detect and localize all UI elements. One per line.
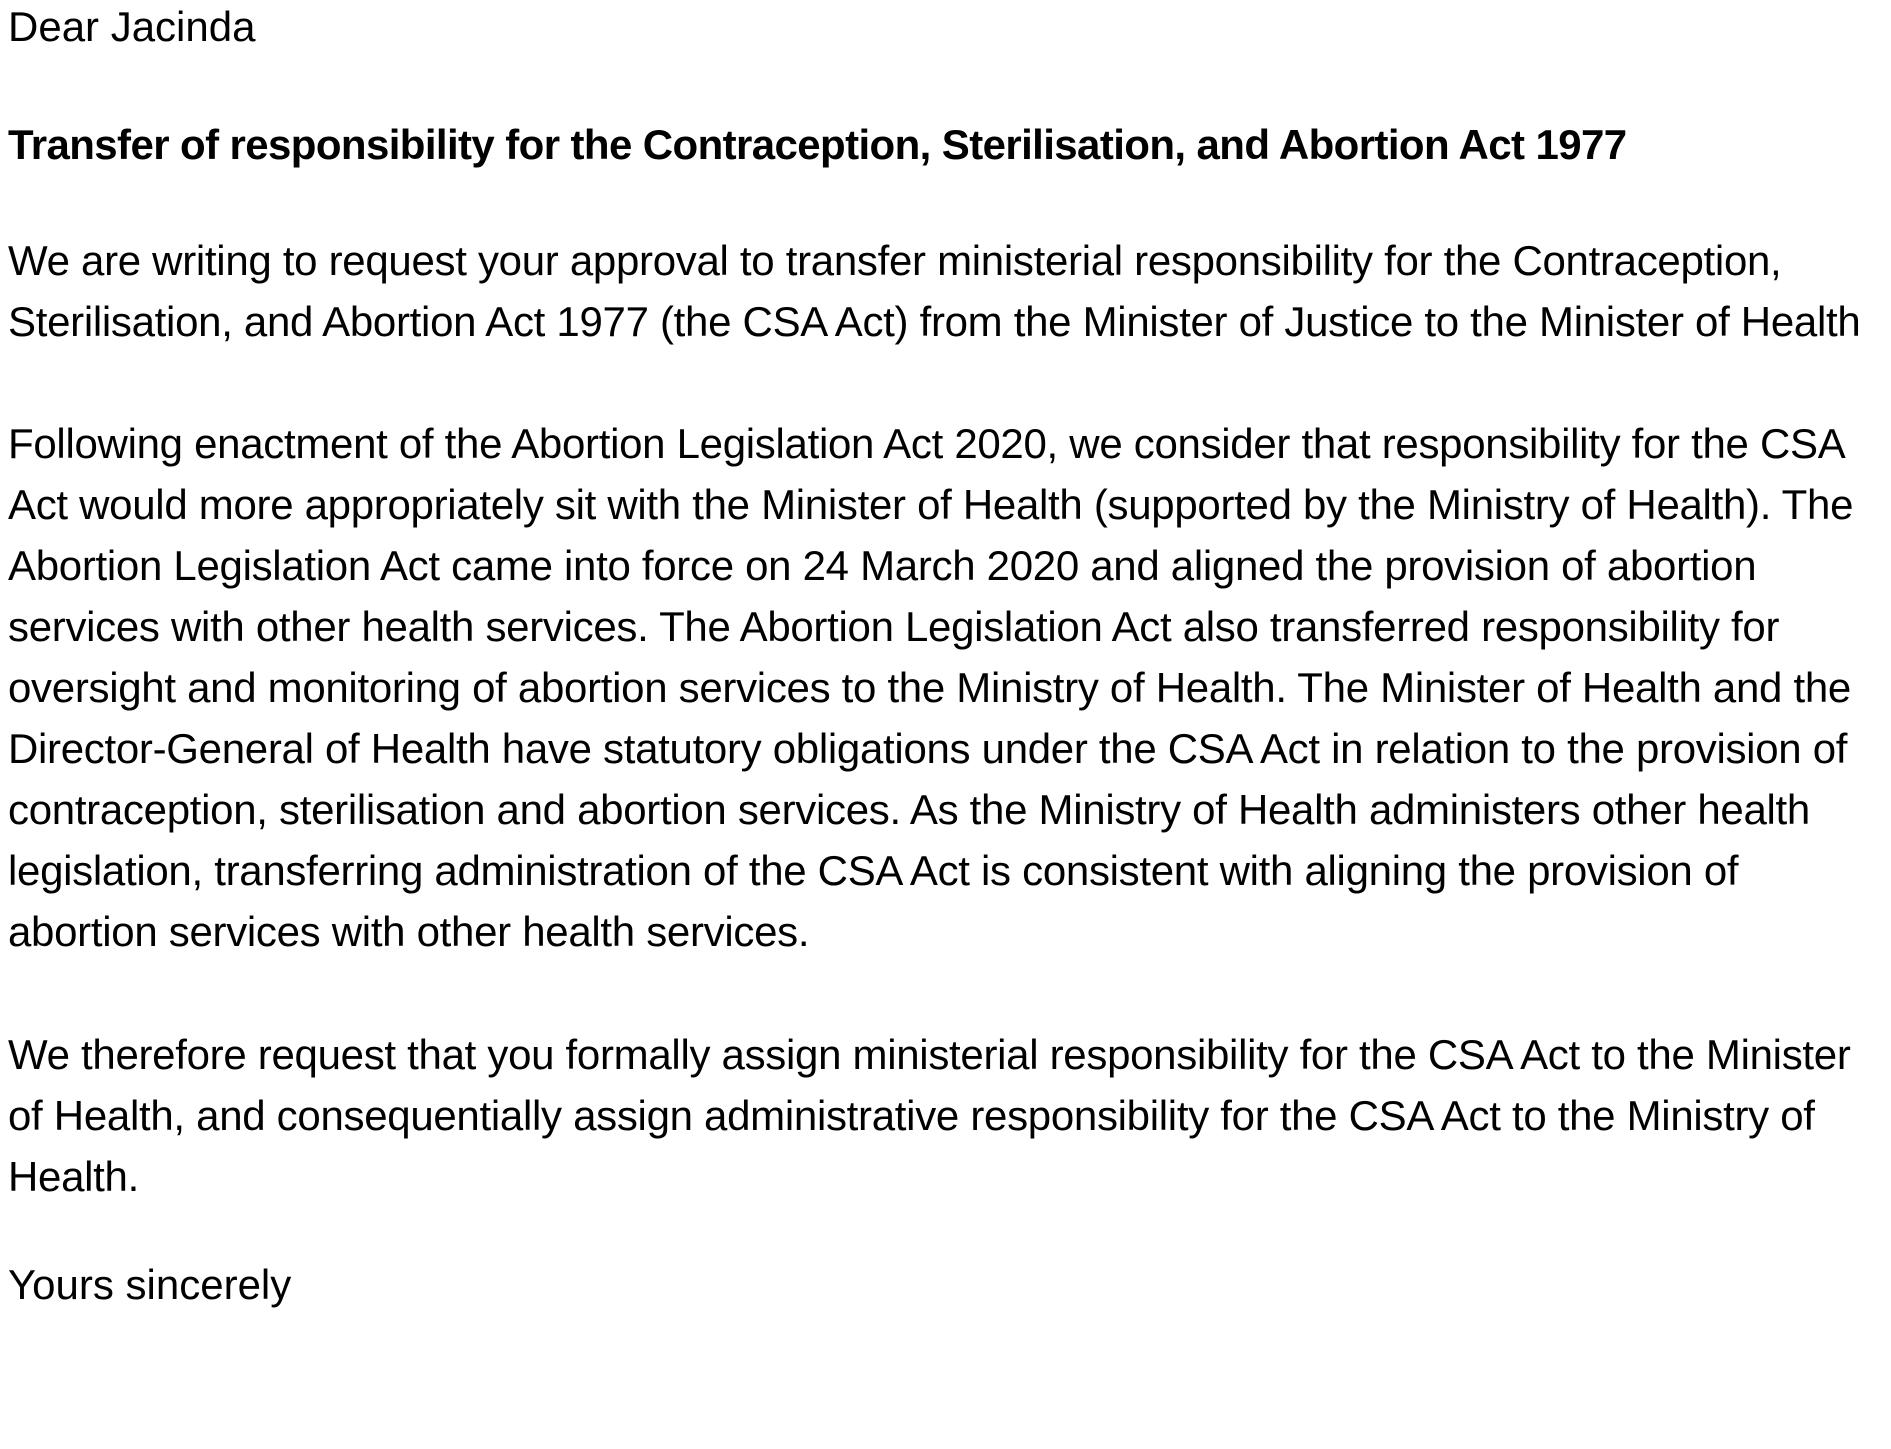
paragraph-request: We are writing to request your approval to transfer ministerial responsibility for the Contraception, Sterilisation, and Abortion Act 1977 (the CSA Act) from the Minister of Justice to the Minister of Health bbox=[8, 237, 1861, 345]
salutation: Dear Jacinda bbox=[8, 3, 256, 50]
closing-line: Yours sincerely bbox=[8, 1261, 292, 1308]
paragraph-assignment: We therefore request that you formally assign ministerial responsibility for the CSA Act to the Minister of Health, and consequentially assign administrative responsibility for the CSA Act to the Ministry of Health. bbox=[8, 1031, 1851, 1200]
letter-body bbox=[8, 0, 1888, 1311]
paragraph-rationale: Following enactment of the Abortion Legislation Act 2020, we consider that responsibility for the CSA Act would more appropriately sit with the Minister of Health (supported by the Ministry of Health). The Abortion Legislation Act came into force on 24 March 2020 and aligned the provision of abortion services with other health services. The Abortion Legislation Act also transferred responsibility for oversight and monitoring of abortion services to the Ministry of Health. The Minister of Health and the Director-General of Health have statutory obligations under the CSA Act in relation to the provision of contraception, sterilisation and abortion services. As the Ministry of Health administers other health legislation, transferring administration of the CSA Act is consistent with aligning the provision of abortion services with other health services. bbox=[8, 420, 1854, 955]
subject-heading: Transfer of responsibility for the Contraception, Sterilisation, and Abortion Act 1977 bbox=[8, 121, 1627, 168]
